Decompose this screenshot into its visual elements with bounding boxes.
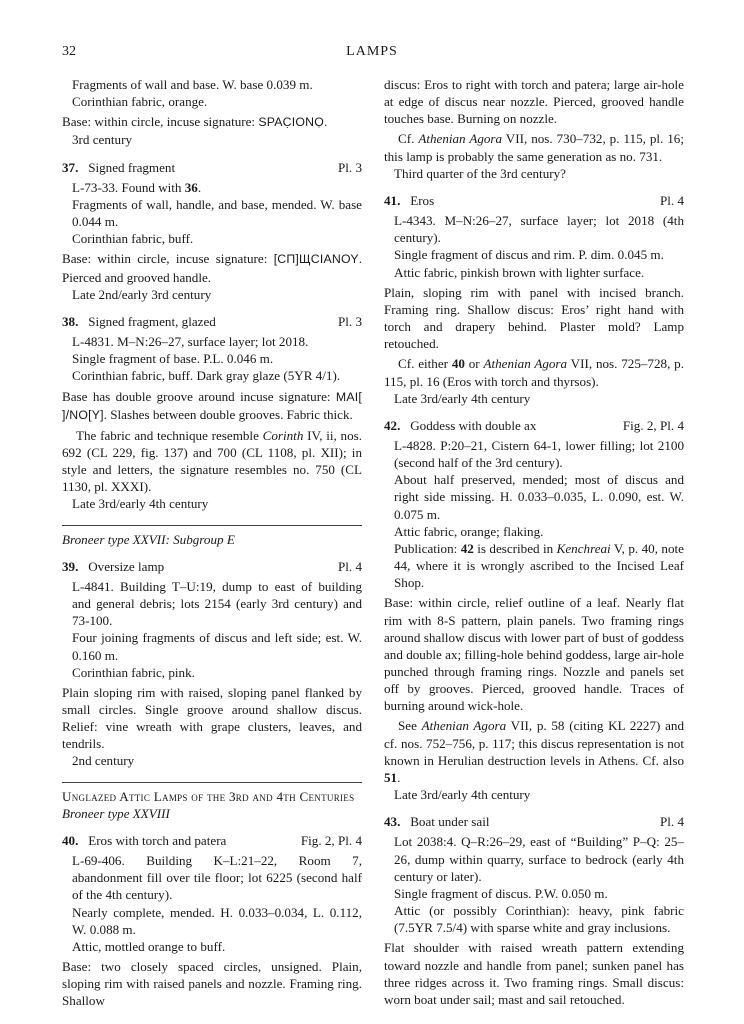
entry-41-comparanda: Cf. either 40 or Athenian Agora VII, nos. 725–728, p. 115, pl. 16 (Eros with torch and thyrsos). (384, 356, 684, 389)
entry-title: Eros with torch and patera (88, 832, 227, 848)
running-title: LAMPS (346, 44, 398, 59)
entry-43-inventory: Lot 2038:4. Q–R:26–29, east of “Building” P–Q: 25–26, dump within quarry, surface to bedrock (early 4th century or later). (394, 834, 684, 884)
entry-38-date: Late 3rd/early 4th century (72, 496, 209, 512)
entry-40-inventory: L-69-406. Building K–L:21–22, Room 7, abandonment fill over tile floor; lot 6225 (second half of the 4th century). (72, 853, 362, 903)
entry-41-inventory: L-4343. M–N:26–27, surface layer; lot 2018 (4th century). (394, 213, 684, 246)
signature: MAΙ[ ]/NO[Y] (62, 389, 362, 422)
signature: [СП]ЩСΙΑΝΟΥ (273, 252, 359, 267)
entry-38-description: Base has double groove around incuse signature: MAΙ[ ]/NO[Y]. Slashes between double grooves. Fabric thick. (62, 388, 362, 422)
entry-39-condition: Four joining fragments of discus and left side; est. W. 0.160 m. (72, 630, 362, 663)
plate-ref: Pl. 3 (337, 313, 362, 329)
entry-title: Eros (410, 192, 435, 208)
entry-43-condition: Single fragment of discus. P.W. 0.050 m. (394, 885, 608, 901)
entry-37-condition: Fragments of wall, handle, and base, mended. W. base 0.044 m. (72, 196, 362, 230)
plate-ref: Fig. 2, Pl. 4 (300, 832, 362, 848)
entry-40-date: Third quarter of the 3rd century? (394, 165, 566, 181)
plate-ref: Pl. 4 (659, 814, 684, 830)
right-column (384, 76, 684, 1008)
page-header (62, 44, 682, 64)
entry-38-condition: Single fragment of base. P.L. 0.046 m. (72, 351, 274, 367)
cont-fabric: Corinthian fabric, orange. (72, 94, 208, 110)
left-column (62, 76, 362, 1010)
entry-41-date: Late 3rd/early 4th century (394, 390, 531, 406)
entry-title: Oversize lamp (88, 558, 165, 574)
entry-40-heading (62, 832, 362, 849)
entry-37-date: Late 2nd/early 3rd century (72, 286, 212, 302)
entry-37-description: Base: within circle, incuse signature: [СП]ЩСΙΑΝΟΥ. Pierced and grooved handle. (62, 251, 362, 285)
entry-40-fabric: Attic, mottled orange to buff. (72, 938, 226, 954)
plate-ref: Fig. 2, Pl. 4 (622, 417, 684, 433)
divider (62, 782, 362, 783)
entry-43-fabric: Attic (or possibly Corinthian): heavy, pink fabric (7.5YR 7.5/4) with sparse white and gray inclusions. (394, 903, 684, 936)
entry-38-fabric: Corinthian fabric, buff. Dark gray glaze (5YR 4/1). (72, 368, 341, 384)
plate-ref: Pl. 4 (659, 192, 684, 208)
entry-39-heading (62, 558, 362, 575)
entry-number: 40. (62, 832, 79, 848)
entry-38-comparanda: The fabric and technique resemble Corinth IV, ii, nos. 692 (CL 229, fig. 137) and 700 (CL 1108, pl. XII); in style and letters, the signature resembles no. 750 (CL 1130, pl. XXXI). (62, 427, 362, 495)
entry-41-description: Plain, sloping rim with panel with incised branch. Framing ring. Shallow discus: Eros’ right hand with torch and drapery behind. Plaster mold? Lamp retouched. (384, 284, 684, 352)
entry-number: 39. (62, 558, 79, 574)
entry-41-heading (384, 192, 684, 209)
entry-42-description: Base: within circle, relief outline of a leaf. Nearly flat rim with 8-S pattern, plain panels. Two framing rings around shallow discus with lower part of bust of goddess and double ax; filling-hole behind goddess, large air-hole punched through framing rings. Nozzle and panels set off by grooves. Pierced, grooved handle. Traces of burning around wick-hole. (384, 595, 684, 714)
entry-title: Goddess with double ax (410, 417, 537, 433)
entry-38-inventory: L-4831. M–N:26–27, surface layer; lot 2018. (72, 334, 309, 350)
entry-37-heading (62, 159, 362, 176)
cont-dims: Fragments of wall and base. W. base 0.039 m. (72, 77, 313, 92)
entry-37-fabric: Corinthian fabric, buff. (72, 231, 194, 247)
entry-39-inventory: L-4841. Building T–U:19, dump to east of building and general debris; lots 2154 (early 3rd century) and 73-100. (72, 578, 362, 629)
entry-39-fabric: Corinthian fabric, pink. (72, 664, 195, 680)
signature: SPAC̣IONỌ. (258, 115, 328, 130)
entry-number: 42. (384, 417, 401, 433)
entry-43-heading (384, 813, 684, 830)
entry-39-description: Plain sloping rim with raised, sloping panel flanked by small circles. Single groove around shallow discus. Relief: vine wreath with grape clusters, leaves, and tendrils. (62, 684, 362, 752)
section-subtitle: Broneer type XXVIII (62, 805, 170, 821)
section-title: Unglazed Attic Lamps of the 3rd and 4th Centuries (62, 788, 355, 804)
entry-42-comparanda: See Athenian Agora VII, p. 58 (citing KL 2227) and cf. nos. 752–756, p. 117; this discus representation is not known in Herulian destruction levels in Athens. Cf. also 51. (384, 718, 684, 785)
entry-43-description: Flat shoulder with raised wreath pattern extending toward nozzle and handle from panel; sunken panel has three ridges across it. Two framing rings. Small discus: worn boat under sail; mast and sail retouched. (384, 940, 684, 1007)
page-number: 32 (62, 44, 76, 59)
entry-38-heading (62, 313, 362, 330)
entry-number: 43. (384, 814, 401, 830)
plate-ref: Pl. 3 (337, 159, 362, 175)
entry-42-inventory: L-4828. P:20–21, Cistern 64-1, lower filling; lot 2100 (second half of the 3rd century). (394, 437, 684, 471)
entry-40-description: Base: two closely spaced circles, unsigned. Plain, sloping rim with raised panels and nozzle. Framing ring. Shallow (62, 959, 362, 1009)
entry-41-condition: Single fragment of discus and rim. P. dim. 0.045 m. (394, 247, 664, 263)
entry-title: Boat under sail (410, 814, 490, 830)
entry-40-comparanda: Cf. Athenian Agora VII, nos. 730–732, p. 115, pl. 16; this lamp is probably the same generation as no. 731. (384, 131, 684, 164)
entry-42-publication: Publication: 42 is described in Kenchreai V, p. 40, note 44, where it is wrongly ascribed to the Incised Leaf Shop. (394, 540, 684, 591)
entry-number: 41. (384, 192, 401, 208)
entry-number: 38. (62, 313, 79, 329)
cont-date: 3rd century (72, 132, 132, 148)
entry-39-date: 2nd century (72, 753, 135, 769)
divider (62, 525, 362, 526)
entry-title: Signed fragment, glazed (88, 313, 216, 329)
cont-base: Base: within circle, incuse signature: SPAC̣IONỌ. (62, 114, 328, 130)
entry-41-fabric: Attic fabric, pinkish brown with lighter surface. (394, 264, 645, 280)
subgroup-heading: Broneer type XXVII: Subgroup E (62, 531, 235, 547)
entry-42-fabric: Attic fabric, orange; flaking. (394, 523, 544, 539)
entry-number: 37. (62, 159, 79, 175)
entry-42-date: Late 3rd/early 4th century (394, 787, 531, 803)
entry-42-condition: About half preserved, mended; most of discus and right side missing. H. 0.033–0.035, L. 0.090, est. W. 0.075 m. (394, 472, 684, 522)
entry-40-condition: Nearly complete, mended. H. 0.033–0.034, L. 0.112, W. 0.088 m. (72, 904, 362, 937)
entry-42-heading (384, 417, 684, 434)
plate-ref: Pl. 4 (337, 558, 362, 574)
entry-37-inventory: L-73-33. Found with 36. (72, 179, 202, 195)
entry-40-description-cont: discus: Eros to right with torch and patera; large air-hole at edge of discus near nozzle. Pierced, grooved handle touches base. Burning on nozzle. (384, 77, 684, 127)
entry-title: Signed fragment (88, 159, 176, 175)
